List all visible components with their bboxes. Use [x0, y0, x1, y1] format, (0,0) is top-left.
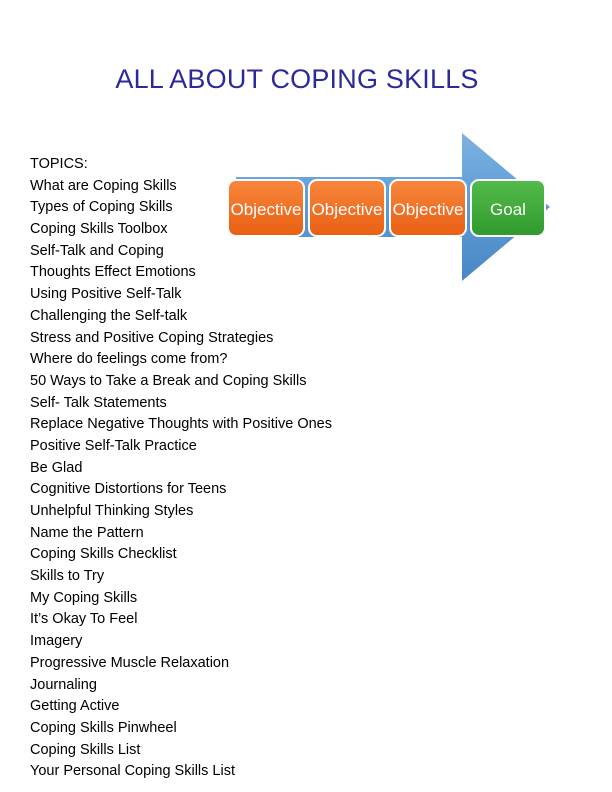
topic-item: Progressive Muscle Relaxation — [30, 654, 230, 671]
topics-section — [30, 154, 332, 783]
topic-item: Self-Talk and Coping — [30, 242, 164, 259]
topic-item: Types of Coping Skills — [30, 199, 173, 216]
topic-item: Skills to Try — [30, 568, 105, 585]
topic-item: Getting Active — [30, 698, 120, 715]
topic-item: Positive Self-Talk Practice — [30, 437, 197, 454]
topic-item: Replace Negative Thoughts with Positive Ones — [30, 416, 332, 433]
topic-item: Journaling — [30, 676, 97, 693]
goal-label: Goal — [490, 200, 526, 219]
topic-item: Cognitive Distortions for Teens — [30, 481, 227, 498]
topic-item: My Coping Skills — [30, 589, 138, 606]
topic-item: Coping Skills Checklist — [30, 546, 177, 563]
topic-item: Imagery — [30, 633, 83, 650]
objective-box-3 — [390, 180, 466, 236]
objective-label-1: Objective — [230, 200, 302, 219]
topic-item: Coping Skills List — [30, 741, 141, 758]
topic-item: Thoughts Effect Emotions — [30, 264, 196, 281]
objective-label-3: Objective — [392, 200, 464, 219]
page-title: ALL ABOUT COPING SKILLS — [115, 64, 479, 94]
topic-item: Coping Skills Pinwheel — [30, 719, 177, 736]
topic-item: What are Coping Skills — [30, 177, 177, 194]
topic-item: Where do feelings come from? — [30, 351, 228, 368]
topic-item: Challenging the Self-talk — [30, 307, 188, 324]
topic-item: Unhelpful Thinking Styles — [30, 503, 194, 519]
topic-item: Coping Skills Toolbox — [30, 221, 168, 238]
topics-heading: TOPICS: — [30, 156, 88, 172]
topic-item: Be Glad — [30, 459, 83, 476]
topic-item: Name the Pattern — [30, 524, 144, 541]
topic-item: 50 Ways to Take a Break and Coping Skills — [30, 372, 307, 389]
objective-label-2: Objective — [311, 200, 383, 219]
topic-item: Stress and Positive Coping Strategies — [30, 329, 274, 346]
topics-list — [30, 176, 332, 783]
topic-item: Using Positive Self-Talk — [30, 286, 182, 303]
topic-item: Self- Talk Statements — [30, 394, 167, 411]
goal-box — [471, 180, 545, 236]
topic-item: Your Personal Coping Skills List — [30, 763, 235, 780]
topic-item: It’s Okay To Feel — [30, 611, 138, 628]
